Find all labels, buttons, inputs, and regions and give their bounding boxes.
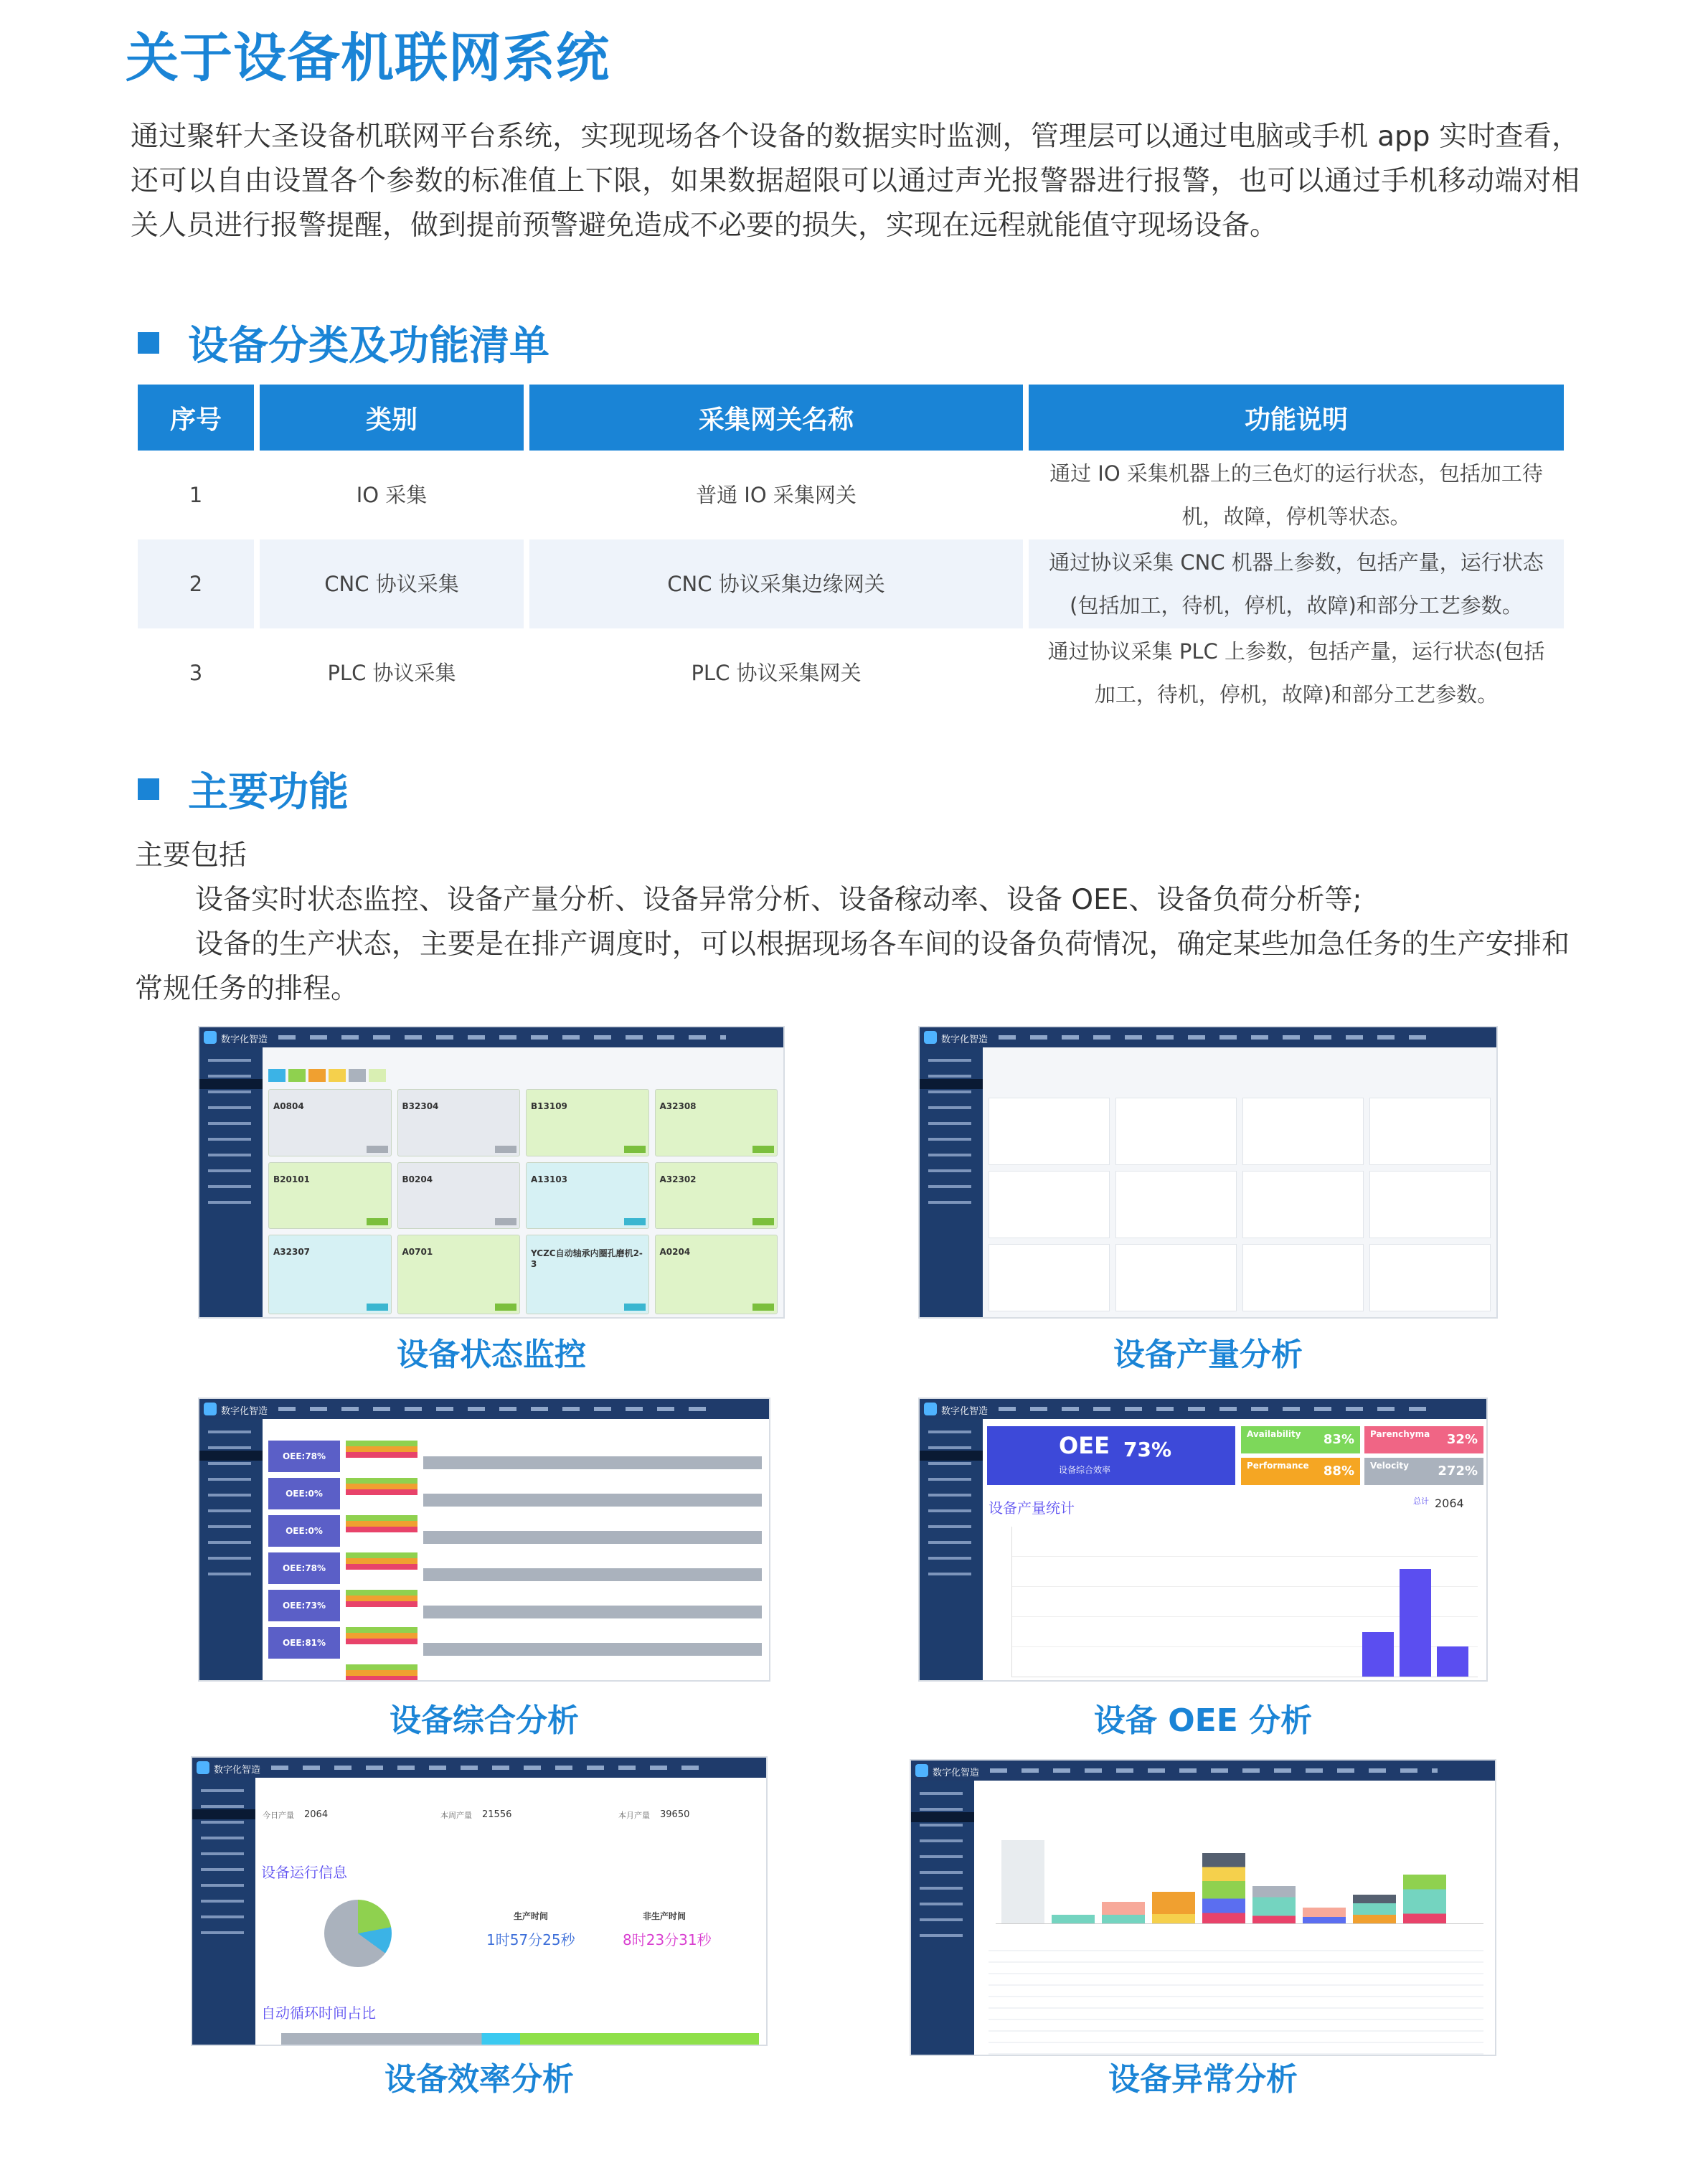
table-row (138, 539, 1564, 628)
tile-label: Parenchyma (1370, 1429, 1430, 1439)
status-tag (367, 1218, 388, 1225)
mini-chart-grid (989, 1098, 1491, 1311)
device-card[interactable] (526, 1089, 649, 1156)
top-nav-bar (920, 1027, 1496, 1047)
exception-table (989, 1940, 1483, 2055)
caption-status-monitor: 设备状态监控 (397, 1337, 586, 1373)
cell: 1 (189, 483, 203, 507)
content-area (263, 1419, 769, 1680)
stat-title: 设备产量统计 (989, 1499, 1075, 1517)
logo-icon (204, 1403, 217, 1415)
performance-tile (1241, 1458, 1360, 1485)
bar (1252, 1886, 1296, 1923)
device-card[interactable] (526, 1162, 649, 1230)
section-heading-list (138, 314, 549, 372)
total-label: 总计 (1413, 1497, 1429, 1506)
device-name: B13109 (531, 1101, 567, 1111)
device-name: A0701 (402, 1247, 433, 1258)
sidebar (920, 1419, 983, 1680)
screenshot-status-monitor (198, 1026, 785, 1319)
oee-banner (987, 1426, 1235, 1485)
status-tag (752, 1218, 774, 1225)
timeline-rows (423, 1441, 762, 1682)
device-name: B20101 (273, 1174, 310, 1184)
device-name: YCZC自动轴承内圈孔磨机2-3 (531, 1248, 643, 1270)
content-area (983, 1047, 1496, 1317)
header-cell: 采集网关名称 (529, 385, 1023, 451)
today-value: 2064 (304, 1809, 329, 1820)
table-row (138, 628, 1564, 717)
bar (1362, 1632, 1394, 1677)
cell: CNC 协议采集 (260, 539, 524, 628)
device-card[interactable] (268, 1162, 392, 1230)
availability-tile (1241, 1426, 1360, 1453)
month-value: 39650 (660, 1809, 690, 1820)
device-card[interactable] (397, 1089, 521, 1156)
device-card[interactable] (268, 1089, 392, 1156)
bar (1403, 1875, 1446, 1923)
text-line: 设备的生产状态，主要是在排产调度时，可以根据现场各车间的设备负荷情况，确定某些加急任务的生产安排和常规任务的排程。 (135, 928, 1570, 1005)
tile-value: 83% (1323, 1432, 1354, 1447)
function-table (138, 385, 1564, 717)
cell: PLC 协议采集 (327, 661, 456, 685)
logo-icon (924, 1031, 937, 1044)
table-header (138, 385, 1564, 451)
bar (1400, 1569, 1431, 1677)
top-nav-bar (911, 1761, 1495, 1781)
brand-name: 数字化智造 (941, 1034, 989, 1045)
total-value: 2064 (1435, 1497, 1464, 1510)
tile-label: Availability (1247, 1429, 1301, 1439)
caption-exception-analysis: 设备异常分析 (1108, 2061, 1298, 2098)
prod-time-label: 生产时间 (514, 1911, 549, 1921)
content-area (983, 1419, 1486, 1680)
device-name: B0204 (402, 1174, 433, 1184)
cycle-title: 自动循环时间占比 (261, 2004, 376, 2022)
logo-icon (197, 1761, 209, 1774)
sidebar-items (201, 1789, 244, 1947)
content-area (974, 1781, 1495, 2055)
legend-swatch (349, 1069, 366, 1082)
tile-label: Velocity (1370, 1461, 1409, 1471)
section-title: 设备分类及功能清单 (188, 323, 549, 369)
mini-chart (1115, 1171, 1237, 1238)
status-tag (624, 1146, 646, 1153)
prod-time: 1时57分25秒 (486, 1931, 575, 1948)
brand-name: 数字化智造 (221, 1034, 268, 1045)
status-tag (752, 1304, 774, 1311)
square-bullet-icon (138, 778, 159, 800)
mini-chart (1369, 1244, 1491, 1311)
device-card[interactable] (526, 1235, 649, 1314)
sidebar (920, 1047, 983, 1317)
cell: 3 (189, 661, 203, 685)
oee-label: OEE (1059, 1432, 1110, 1459)
legend-swatch (369, 1069, 386, 1082)
screenshot-oee-analysis (918, 1398, 1488, 1682)
nav-items (990, 1768, 1438, 1773)
mini-chart (1369, 1171, 1491, 1238)
legend-swatch (288, 1069, 306, 1082)
device-name: A0804 (273, 1101, 304, 1111)
metric-stack (346, 1441, 417, 1682)
status-tag (495, 1218, 516, 1225)
oee-list (268, 1441, 340, 1682)
device-name: A32302 (659, 1174, 697, 1184)
mini-chart (1115, 1098, 1237, 1165)
oee-row: OEE:81% (268, 1627, 340, 1659)
device-name: A32307 (273, 1247, 311, 1258)
today-label: 今日产量 (263, 1811, 294, 1820)
section-title: 主要功能 (188, 769, 349, 816)
sidebar (911, 1781, 974, 2055)
legend-swatch (308, 1069, 326, 1082)
device-name: A0204 (659, 1247, 691, 1258)
oee-row: OEE:78% (268, 1441, 340, 1472)
oee-row: OEE:78% (268, 1552, 340, 1584)
brand-name: 数字化智造 (933, 1768, 980, 1778)
cell: 通过协议采集 PLC 上参数，包括产量，运行状态(包括加工，待机，停机，故障)和部分工艺参数。 (1047, 639, 1545, 707)
content-area (263, 1047, 783, 1317)
run-title: 设备运行信息 (261, 1864, 347, 1881)
status-tag (367, 1304, 388, 1311)
nav-items (999, 1035, 1439, 1040)
mini-chart (989, 1098, 1110, 1165)
bar (1437, 1646, 1468, 1677)
stacked-bar-chart (996, 1838, 1483, 1924)
logo-icon (204, 1031, 217, 1044)
cell: IO 采集 (356, 483, 428, 507)
bar-chart-area (1011, 1527, 1478, 1677)
mini-chart (1369, 1098, 1491, 1165)
nav-items (271, 1766, 709, 1770)
device-name: B32304 (402, 1101, 439, 1111)
brand-name: 数字化智造 (214, 1765, 261, 1776)
tile-value: 88% (1323, 1464, 1354, 1479)
intro-paragraph: 通过聚轩大圣设备机联网平台系统，实现现场各个设备的数据实时监测，管理层可以通过电脑或手机 app 实时查看，还可以自由设置各个参数的标准值上下限，如果数据超限可以通过声光报警器进行报警，也可以通过手机移动端对相关人员进行报警提醒，做到提前预警避免造成不必要的损失，实现在远程就能值守现场设备。 (131, 121, 1580, 242)
oee-value: 73% (1123, 1438, 1172, 1461)
cell: 2 (138, 539, 254, 628)
status-tag (624, 1304, 646, 1311)
oee-row: OEE:0% (268, 1478, 340, 1509)
status-tag (624, 1218, 646, 1225)
bar (1353, 1895, 1396, 1923)
tile-value: 32% (1446, 1432, 1478, 1447)
sidebar-items (928, 1059, 971, 1217)
cell: CNC 协议采集边缘网关 (529, 539, 1023, 628)
bar (1303, 1908, 1346, 1923)
main-function-text (135, 834, 1570, 1012)
nonprod-time-label: 非生产时间 (643, 1911, 686, 1921)
sidebar-items (920, 1792, 963, 1950)
legend-swatch (329, 1069, 346, 1082)
device-name: A13103 (531, 1174, 568, 1184)
top-nav-bar (199, 1399, 769, 1419)
screenshot-production-analysis (918, 1026, 1498, 1319)
cell: 通过 IO 采集机器上的三色灯的运行状态，包括加工待机，故障，停机等状态。 (1049, 461, 1543, 529)
status-tag (367, 1146, 388, 1153)
table-row (138, 451, 1564, 539)
status-pie (324, 1900, 392, 1967)
sidebar (192, 1778, 255, 2045)
device-card[interactable] (397, 1162, 521, 1230)
device-card[interactable] (655, 1089, 778, 1156)
device-card[interactable] (655, 1162, 778, 1230)
header-cell: 功能说明 (1029, 385, 1564, 451)
status-legend (268, 1069, 512, 1082)
velocity-tile (1364, 1458, 1483, 1485)
brand-name: 数字化智造 (221, 1406, 268, 1417)
page-title: 关于设备机联网系统 (126, 27, 610, 89)
sidebar (199, 1419, 263, 1680)
caption-production-analysis: 设备产量分析 (1113, 1337, 1303, 1373)
nav-items (999, 1407, 1429, 1411)
sidebar (199, 1047, 263, 1317)
sidebar-items (928, 1431, 971, 1588)
screenshot-composite-analysis (198, 1398, 770, 1682)
device-name: A32308 (659, 1101, 697, 1111)
bar (1152, 1892, 1195, 1923)
tile-value: 272% (1438, 1464, 1478, 1479)
device-card-grid (268, 1089, 778, 1314)
mini-chart (989, 1244, 1110, 1311)
device-card[interactable] (655, 1235, 778, 1314)
mini-chart (989, 1171, 1110, 1238)
caption-composite-analysis: 设备综合分析 (390, 1702, 579, 1739)
logo-icon (924, 1403, 937, 1415)
week-label: 本周产量 (440, 1811, 472, 1820)
bar (1001, 1840, 1044, 1923)
section-heading-main (138, 760, 349, 818)
parenchyma-tile (1364, 1426, 1483, 1453)
status-tag (752, 1146, 774, 1153)
caption-oee-analysis: 设备 OEE 分析 (1093, 1702, 1313, 1739)
tile-label: Performance (1247, 1461, 1309, 1471)
mini-chart (1115, 1244, 1237, 1311)
square-bullet-icon (138, 332, 159, 354)
sidebar-items (208, 1059, 251, 1217)
oee-subtitle: 设备综合效率 (1059, 1465, 1111, 1475)
bar (1102, 1902, 1145, 1923)
cell: PLC 协议采集网关 (691, 661, 862, 685)
content-area (255, 1778, 766, 2045)
header-cell: 序号 (138, 385, 254, 451)
legend-swatch (268, 1069, 286, 1082)
oee-row: OEE:0% (268, 1515, 340, 1547)
oee-row: OEE:73% (268, 1590, 340, 1621)
cycle-bar (281, 2033, 759, 2046)
cell: 普通 IO 采集网关 (696, 483, 857, 507)
status-tag (495, 1304, 516, 1311)
screenshot-exception-analysis (910, 1759, 1496, 2056)
screenshot-efficiency-analysis (191, 1756, 768, 2046)
device-card[interactable] (268, 1235, 392, 1314)
month-label: 本月产量 (618, 1811, 650, 1820)
nav-items (278, 1407, 712, 1411)
text-line: 主要包括 (135, 839, 247, 872)
week-value: 21556 (482, 1809, 512, 1820)
top-nav-bar (199, 1027, 783, 1047)
text-line: 设备实时状态监控、设备产量分析、设备异常分析、设备稼动率、设备 OEE、设备负荷分析等; (195, 884, 1362, 916)
caption-efficiency-analysis: 设备效率分析 (384, 2061, 574, 2098)
brand-name: 数字化智造 (941, 1406, 989, 1417)
logo-icon (915, 1764, 928, 1777)
status-tag (495, 1146, 516, 1153)
nav-items (278, 1035, 726, 1040)
mini-chart (1242, 1171, 1364, 1238)
bar (1052, 1915, 1095, 1923)
top-nav-bar (920, 1399, 1486, 1419)
device-card[interactable] (397, 1235, 521, 1314)
header-cell: 类别 (260, 385, 524, 451)
bar (1202, 1853, 1245, 1923)
nonprod-time: 8时23分31秒 (623, 1931, 712, 1948)
mini-chart (1242, 1244, 1364, 1311)
mini-chart (1242, 1098, 1364, 1165)
top-nav-bar (192, 1758, 766, 1778)
cell: 通过协议采集 CNC 机器上参数，包括产量，运行状态(包括加工，待机，停机，故障)和部分工艺参数。 (1029, 539, 1564, 628)
sidebar-items (208, 1431, 251, 1588)
